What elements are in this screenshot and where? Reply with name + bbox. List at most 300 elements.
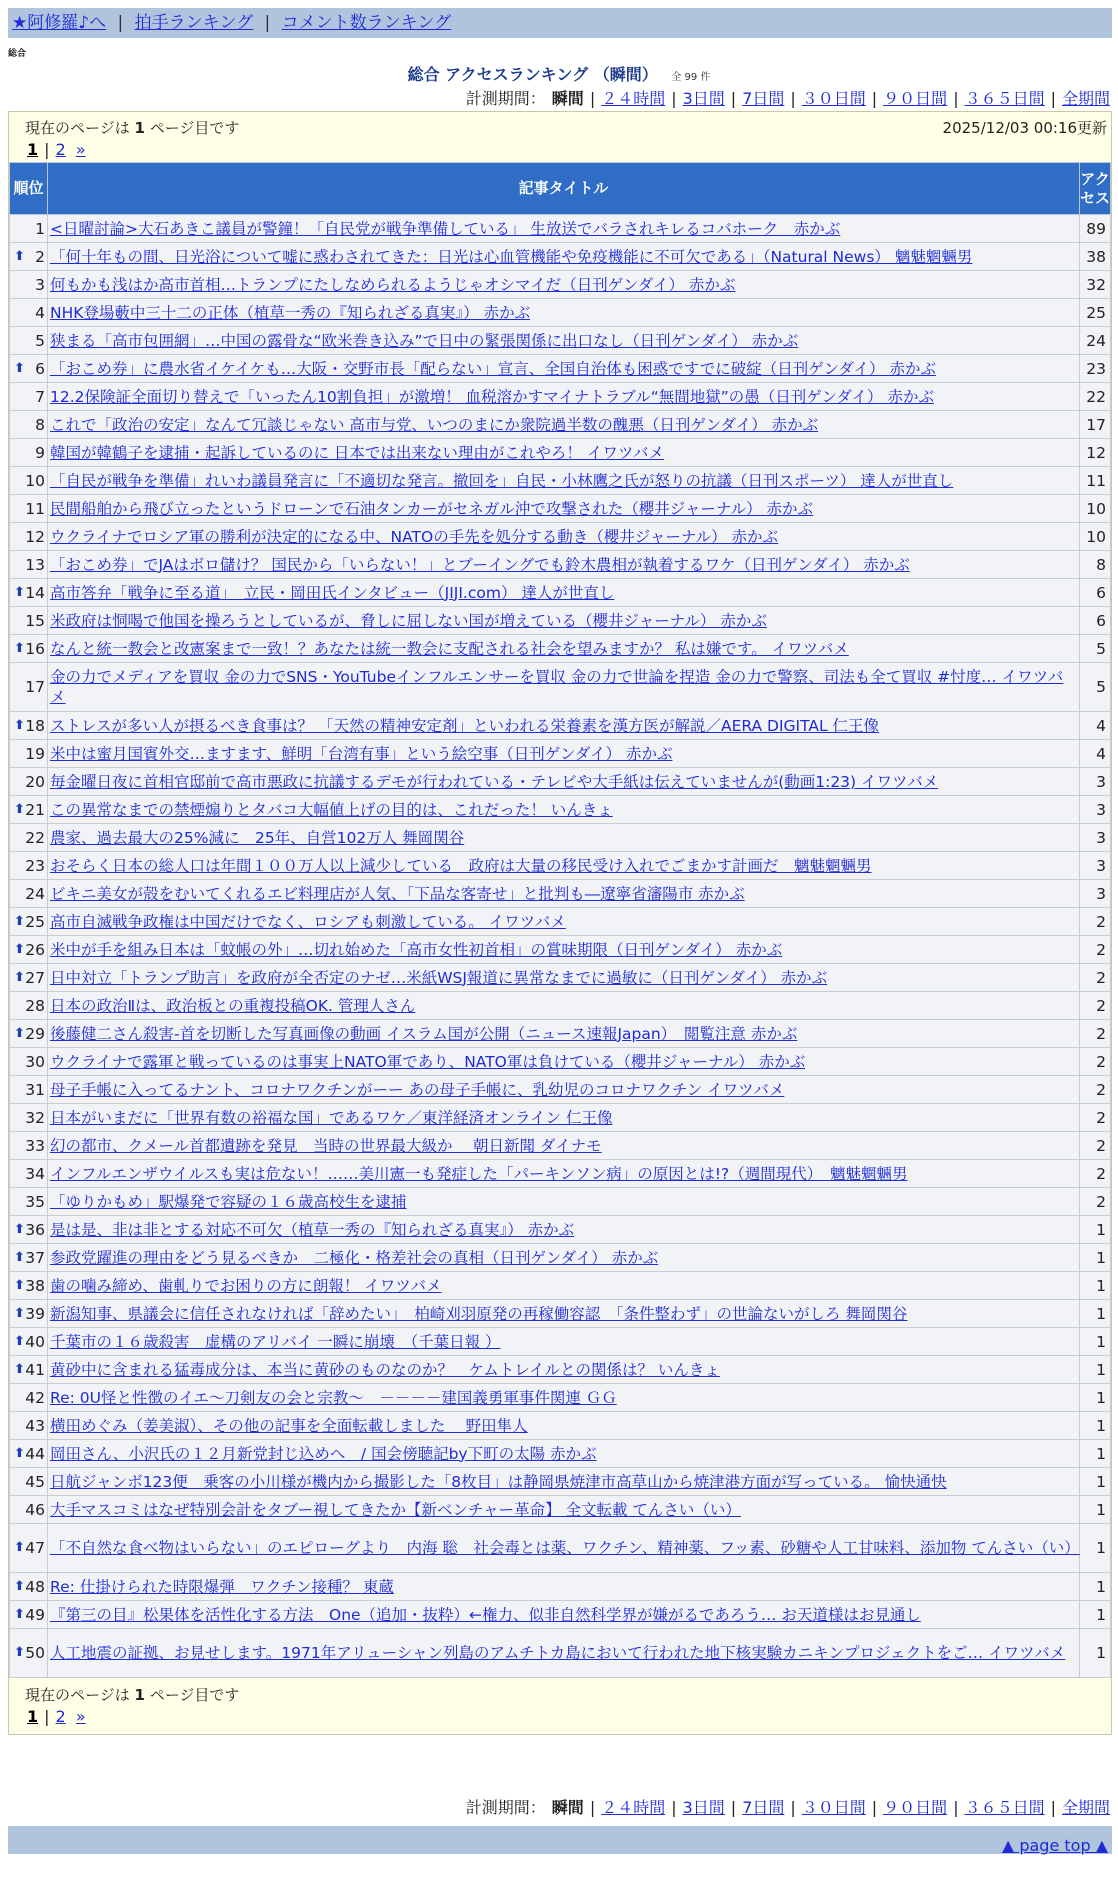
table-row [10, 1412, 1111, 1440]
rank-number: 27 [25, 968, 45, 987]
access-count: 6 [1080, 579, 1111, 607]
title-cell [48, 299, 1080, 327]
rank-number: 34 [25, 1164, 45, 1183]
table-row [10, 1384, 1111, 1412]
pager-next-arrow[interactable]: » [75, 140, 86, 159]
article-link[interactable]: 日航ジャンボ123便 乗客の小川様が機内から撮影した「8枚目」は静岡県焼津市高草山から焼津港方面が写っている。 愉快通快 [50, 1472, 947, 1491]
rank-number: 12 [25, 527, 45, 546]
access-count: 1 [1080, 1629, 1111, 1678]
rank-cell [10, 1496, 48, 1524]
table-row [10, 740, 1111, 768]
period-link[interactable]: 7日間 [742, 1798, 785, 1817]
rank-number: 13 [25, 555, 45, 574]
rank-cell [10, 271, 48, 299]
access-count: 3 [1080, 852, 1111, 880]
period-separator: | [871, 89, 878, 108]
access-count: 1 [1080, 1272, 1111, 1300]
rank-number: 41 [25, 1360, 45, 1379]
article-link[interactable]: ストレスが多い人が摂るべき食事は？ 「天然の精神安定剤」といわれる栄養素を漢方医が解説／AERA DIGITAL 仁王像 [50, 716, 880, 735]
access-count: 1 [1080, 1524, 1111, 1573]
table-row [10, 1020, 1111, 1048]
rank-up-arrow-icon: ⬆ [14, 1606, 25, 1622]
access-count: 3 [1080, 796, 1111, 824]
period-label: 計測期間： [465, 89, 546, 108]
article-link[interactable]: 幻の都市、クメール首都遺跡を発見 当時の世界最大級か 朝日新聞 ダイナモ [50, 1136, 602, 1155]
title-cell [48, 1048, 1080, 1076]
access-count: 2 [1080, 1188, 1111, 1216]
title-cell [48, 271, 1080, 299]
table-row [10, 964, 1111, 992]
rank-up-arrow-icon: ⬆ [14, 1445, 25, 1461]
title-cell [48, 936, 1080, 964]
table-row [10, 936, 1111, 964]
title-cell [48, 1468, 1080, 1496]
rank-cell [10, 607, 48, 635]
title-cell [48, 551, 1080, 579]
article-link[interactable]: 「不自然な食べ物はいらない」のエピローグより 内海 聡 社会毒とは薬、ワクチン、精神薬、フッ素、砂糖や人工甘味料、添加物 てんさい（い） [50, 1539, 1080, 1557]
article-link[interactable]: Re: 0U怪と性徴のイエ～刀剣友の会と宗教～ －－－－建国義勇軍事件関連 ＧＧ [50, 1388, 617, 1407]
pager-page-1[interactable]: 1 [27, 140, 39, 159]
article-link[interactable]: 高市自滅戦争政権は中国だけでなく、ロシアも刺激している。 イワツバメ [50, 912, 566, 931]
rank-cell [10, 663, 48, 712]
pager-separator: | [44, 140, 50, 159]
article-link[interactable]: ビキニ美女が殻をむいてくれるエビ料理店が人気、「下品な客寄せ」と批判も―遼寧省瀋陽市 赤かぶ [50, 884, 745, 903]
table-row [10, 1468, 1111, 1496]
page-info-bottom [9, 1678, 1111, 1734]
rank-cell [10, 768, 48, 796]
article-link[interactable]: インフルエンザウイルスも実は危ない！……美川憲一も発症した「パーキンソン病」の原因とは!?（週間現代） 魑魅魍魎男 [50, 1164, 908, 1183]
rank-up-arrow-icon: ⬆ [14, 1361, 25, 1377]
rank-cell [10, 1300, 48, 1328]
rank-number: 6 [35, 359, 45, 378]
article-link[interactable]: 米中は蜜月国賓外交…ますます、鮮明「台湾有事」という絵空事（日刊ゲンダイ） 赤かぶ [50, 744, 673, 763]
page-top-link[interactable]: ▲ page top ▲ [1001, 1836, 1108, 1855]
table-row [10, 712, 1111, 740]
rank-up-arrow-icon: ⬆ [14, 1305, 25, 1321]
rank-cell [10, 992, 48, 1020]
article-link[interactable]: NHK登場藪中三十二の正体（植草一秀の『知られざる真実』） 赤かぶ [50, 303, 531, 322]
rank-cell [10, 1384, 48, 1412]
period-link[interactable]: ９０日間 [883, 89, 948, 108]
rank-cell [10, 215, 48, 243]
rank-cell [10, 355, 48, 383]
period-link[interactable]: ３６５日間 [964, 89, 1045, 108]
table-row [10, 243, 1111, 271]
article-link[interactable]: おそらく日本の総人口は年間１００万人以上減少している 政府は大量の移民受け入れでごまかす計画だ 魑魅魍魎男 [50, 856, 872, 875]
title-cell [48, 1328, 1080, 1356]
title-cell [48, 1384, 1080, 1412]
period-link[interactable]: 3日間 [682, 1798, 725, 1817]
article-link[interactable]: 「おこめ券」でJAはボロ儲け？ 国民から「いらない！」とブーイングでも鈴木農相が執着するワケ（日刊ゲンダイ） 赤かぶ [50, 555, 910, 574]
title-cell [48, 1524, 1080, 1573]
rank-cell [10, 1356, 48, 1384]
rank-number: 1 [35, 219, 45, 238]
period-separator: | [790, 1798, 796, 1817]
title-cell [48, 796, 1080, 824]
period-separator: | [671, 1798, 677, 1817]
rank-number: 42 [25, 1388, 45, 1407]
rank-number: 21 [25, 800, 45, 819]
article-link[interactable]: 是は是、非は非とする対応不可欠（植草一秀の『知られざる真実』） 赤かぶ [50, 1220, 575, 1239]
table-row [10, 1104, 1111, 1132]
rank-cell [10, 1272, 48, 1300]
access-count: 11 [1080, 467, 1111, 495]
rank-number: 14 [25, 583, 45, 602]
period-link[interactable]: 全期間 [1061, 89, 1110, 108]
article-link[interactable]: 日本がいまだに「世界有数の裕福な国」であるワケ／東洋経済オンライン 仁王像 [50, 1108, 613, 1127]
period-link[interactable]: ９０日間 [883, 1798, 948, 1817]
period-link[interactable]: 3日間 [682, 89, 725, 108]
article-link[interactable]: 岡田さん、小沢氏の１２月新党封じ込めへ / 国会傍聴記by下町の太陽 赤かぶ [50, 1444, 597, 1463]
period-separator: | [1050, 1798, 1056, 1817]
header-access: アクセス [1080, 163, 1111, 215]
table-row [10, 1216, 1111, 1244]
rank-up-arrow-icon: ⬆ [14, 1578, 25, 1594]
access-count: 2 [1080, 1076, 1111, 1104]
article-link[interactable]: 参政党躍進の理由をどう見るべきか 二極化・格差社会の真相（日刊ゲンダイ） 赤かぶ [50, 1248, 659, 1267]
rank-number: 50 [25, 1644, 45, 1662]
title-cell [48, 908, 1080, 936]
title-cell [48, 635, 1080, 663]
rank-up-arrow-icon: ⬆ [14, 1249, 25, 1265]
period-link[interactable]: 7日間 [742, 89, 785, 108]
rank-number: 47 [25, 1539, 45, 1557]
access-count: 3 [1080, 880, 1111, 908]
page-info-suffix: ページ目です [144, 1686, 240, 1704]
period-link[interactable]: ２４時間 [601, 89, 666, 108]
rank-number: 29 [25, 1024, 45, 1043]
rank-up-arrow-icon: ⬆ [14, 248, 25, 264]
total-count: 全 99 件 [671, 72, 711, 83]
access-count: 6 [1080, 607, 1111, 635]
table-row [10, 1244, 1111, 1272]
title-cell [48, 1496, 1080, 1524]
rank-cell [10, 1412, 48, 1440]
page-info-prefix: 現在のページは [25, 119, 135, 137]
table-row [10, 908, 1111, 936]
rank-cell [10, 467, 48, 495]
rank-up-arrow-icon: ⬆ [14, 584, 25, 600]
access-count: 1 [1080, 1601, 1111, 1629]
article-link[interactable]: 何もかも浅はか高市首相…トランプにたしなめられるようじゃオシマイだ（日刊ゲンダイ） 赤かぶ [50, 275, 736, 294]
table-row [10, 327, 1111, 355]
table-row [10, 1629, 1111, 1678]
clap-ranking-link[interactable]: 拍手ランキング [134, 13, 254, 33]
article-link[interactable]: 『第三の目』松果体を活性化する方法 One（追加・抜粋）←権力、似非自然科学界が嫌がるであろう… お天道様はお見通し [50, 1605, 921, 1624]
table-row [10, 495, 1111, 523]
access-count: 1 [1080, 1216, 1111, 1244]
ranking-board [8, 111, 1112, 1735]
rank-number: 26 [25, 940, 45, 959]
rank-up-arrow-icon: ⬆ [14, 360, 25, 376]
period-link[interactable]: ２４時間 [601, 1798, 666, 1817]
article-link[interactable]: これで「政治の安定」なんて冗談じゃない 高市与党、いつのまにか衆院過半数の醜悪（日刊ゲンダイ） 赤かぶ [50, 415, 819, 434]
rank-up-arrow-icon: ⬆ [14, 640, 25, 656]
access-count: 1 [1080, 1496, 1111, 1524]
table-row [10, 768, 1111, 796]
table-row [10, 215, 1111, 243]
rank-cell [10, 712, 48, 740]
page-info-number: 1 [134, 1686, 145, 1704]
rank-up-arrow-icon: ⬆ [14, 717, 25, 733]
rank-number: 4 [35, 303, 45, 322]
rank-cell [10, 383, 48, 411]
rank-cell [10, 551, 48, 579]
comment-ranking-link[interactable]: コメント数ランキング [281, 13, 452, 33]
rank-up-arrow-icon: ⬆ [14, 1645, 25, 1660]
article-link[interactable]: 「おこめ券」に農水省イケイケも…大阪・交野市長「配らない」宣言、全国自治体も困惑ですでに破綻（日刊ゲンダイ） 赤かぶ [50, 359, 936, 378]
period-link[interactable]: ３６５日間 [964, 1798, 1045, 1817]
title-cell [48, 1356, 1080, 1384]
rank-number: 18 [25, 716, 45, 735]
rank-number: 7 [35, 387, 45, 406]
article-link[interactable]: Re: 仕掛けられた時限爆弾 ワクチン接種？ 東蔵 [50, 1577, 394, 1596]
access-count: 38 [1080, 243, 1111, 271]
article-link[interactable]: 歯の噛み締め、歯軋りでお困りの方に朗報！ イワツバメ [50, 1276, 442, 1295]
rank-cell [10, 796, 48, 824]
page-info-top [9, 112, 1111, 162]
rank-cell [10, 1160, 48, 1188]
title-cell [48, 495, 1080, 523]
title-cell [48, 607, 1080, 635]
period-link[interactable]: ３０日間 [801, 1798, 866, 1817]
rank-number: 43 [25, 1416, 45, 1435]
rank-cell [10, 439, 48, 467]
period-separator: | [589, 1798, 596, 1817]
article-link[interactable]: 農家、過去最大の25%減に 25年、自営102万人 舞岡関谷 [50, 828, 465, 847]
rank-number: 8 [35, 415, 45, 434]
article-link[interactable]: 新潟知事、県議会に信任されなければ「辞めたい」 柏崎刈羽原発の再稼働容認 「条件整わず」の世論ないがしろ 舞岡関谷 [50, 1304, 908, 1323]
rank-up-arrow-icon: ⬆ [14, 1277, 25, 1293]
period-separator: | [671, 89, 677, 108]
title-cell [48, 1412, 1080, 1440]
rank-number: 11 [25, 499, 45, 518]
rank-number: 28 [25, 996, 45, 1015]
table-row [10, 1048, 1111, 1076]
rank-number: 33 [25, 1136, 45, 1155]
rank-number: 46 [25, 1500, 45, 1519]
access-count: 32 [1080, 271, 1111, 299]
category-label: 総合 [8, 49, 27, 59]
period-separator: | [790, 89, 796, 108]
table-row [10, 411, 1111, 439]
article-link[interactable]: 千葉市の１６歳殺害 虚構のアリバイ 一瞬に崩壊 （千葉日報 ） [50, 1332, 501, 1351]
table-row [10, 1188, 1111, 1216]
rank-number: 3 [35, 275, 45, 294]
table-row [10, 992, 1111, 1020]
table-row [10, 355, 1111, 383]
rank-number: 22 [25, 828, 45, 847]
access-count: 1 [1080, 1440, 1111, 1468]
page-info-prefix: 現在のページは [25, 1686, 135, 1704]
access-count: 1 [1080, 1328, 1111, 1356]
title-cell [48, 1020, 1080, 1048]
title-cell [48, 740, 1080, 768]
access-count: 1 [1080, 1384, 1111, 1412]
pager-next-arrow[interactable]: » [75, 1707, 86, 1726]
access-count: 25 [1080, 299, 1111, 327]
period-separator: | [589, 89, 596, 108]
article-link[interactable]: 韓国が韓鶴子を逮捕・起訴しているのに 日本では出来ない理由がこれやろ！ イワツバメ [50, 443, 665, 462]
article-link[interactable]: 12.2保険証全面切り替えで「いったん10割負担」が激増！ 血税溶かすマイナトラブル“無間地獄”の愚（日刊ゲンダイ） 赤かぶ [50, 387, 934, 406]
rank-up-arrow-icon: ⬆ [14, 1333, 25, 1349]
access-count: 4 [1080, 712, 1111, 740]
access-count: 1 [1080, 1412, 1111, 1440]
rank-up-arrow-icon: ⬆ [14, 1221, 25, 1237]
title-cell [48, 1244, 1080, 1272]
table-row [10, 1440, 1111, 1468]
access-count: 8 [1080, 551, 1111, 579]
access-count: 3 [1080, 824, 1111, 852]
period-separator: | [871, 1798, 878, 1817]
article-link[interactable]: 狭まる「高市包囲網」…中国の露骨な“欧米巻き込み”で日中の緊張関係に出口なし（日刊ゲンダイ） 赤かぶ [50, 331, 799, 350]
period-current: 瞬間 [551, 89, 584, 108]
table-row [10, 796, 1111, 824]
access-count: 10 [1080, 495, 1111, 523]
title-cell [48, 1601, 1080, 1629]
period-link[interactable]: 全期間 [1061, 1798, 1110, 1817]
current-page-text [25, 117, 239, 138]
page-info-number: 1 [134, 119, 145, 137]
page-title [0, 62, 1118, 85]
rank-cell [10, 1629, 48, 1678]
rank-cell [10, 495, 48, 523]
title-cell [48, 1188, 1080, 1216]
rank-number: 38 [25, 1276, 45, 1295]
article-link[interactable]: 「ゆりかもめ」駅爆発で容疑の１６歳高校生を逮捕 [50, 1192, 407, 1211]
access-count: 2 [1080, 1104, 1111, 1132]
current-page-text [25, 1684, 239, 1705]
access-count: 24 [1080, 327, 1111, 355]
access-count: 1 [1080, 1468, 1111, 1496]
rank-cell [10, 635, 48, 663]
article-link[interactable]: ウクライナで露軍と戦っているのは事実上NATO軍であり、NATO軍は負けている（櫻井ジャーナル） 赤かぶ [50, 1052, 806, 1071]
nav-separator: | [117, 13, 124, 33]
pager-page-2[interactable]: 2 [55, 1707, 66, 1726]
title-cell [48, 215, 1080, 243]
pager-top [27, 140, 86, 159]
pager-page-2[interactable]: 2 [55, 140, 66, 159]
table-row [10, 1573, 1111, 1601]
rank-cell [10, 1132, 48, 1160]
table-row [10, 1496, 1111, 1524]
period-selector-bottom [466, 1795, 1110, 1818]
period-separator: | [730, 1798, 737, 1817]
article-link[interactable]: 人工地震の証拠、お見せします。1971年アリューシャン列島のアムチトカ島において行われた地下核実験カニキンプロジェクトをご… イワツバメ [50, 1644, 1066, 1662]
article-link[interactable]: 日中対立「トランプ助言」を政府が全否定のナゼ…米紙WSJ報道に異常なまでに過敏に（日刊ゲンダイ） 赤かぶ [50, 968, 828, 987]
rank-cell [10, 824, 48, 852]
rank-number: 44 [25, 1444, 45, 1463]
article-link[interactable]: 日本の政治Ⅱは、政治板との重複投稿OK. 管理人さん [50, 996, 416, 1015]
table-row [10, 1160, 1111, 1188]
table-row [10, 1076, 1111, 1104]
title-cell [48, 852, 1080, 880]
article-link[interactable]: 米中が手を組み日本は「蚊帳の外」…切れ始めた「高市女性初首相」の賞味期限（日刊ゲンダイ） 赤かぶ [50, 940, 783, 959]
access-count: 3 [1080, 768, 1111, 796]
table-row [10, 523, 1111, 551]
article-link[interactable]: 黄砂中に含まれる猛毒成分は、本当に黄砂のものなのか？ ケムトレイルとの関係は？ いんきょ [50, 1360, 720, 1379]
article-link[interactable]: なんと統一教会と改憲案まで一致！？あなたは統一教会に支配される社会を望みますか？ 私は嫌です。 イワツバメ [50, 639, 849, 658]
rank-number: 10 [25, 471, 45, 490]
pager-bottom [27, 1707, 86, 1726]
title-cell [48, 1160, 1080, 1188]
article-link[interactable]: 米政府は恫喝で他国を操ろうとしているが、脅しに屈しない国が増えている（櫻井ジャーナル） 赤かぶ [50, 611, 767, 630]
rank-cell [10, 1573, 48, 1601]
rank-cell [10, 1048, 48, 1076]
title-cell [48, 1076, 1080, 1104]
rank-cell [10, 299, 48, 327]
article-link[interactable]: 高市答弁「戦争に至る道」 立民・岡田氏インタビュー（JIJI.com） 達人が世直し [50, 583, 615, 602]
title-cell [48, 467, 1080, 495]
rank-cell [10, 740, 48, 768]
article-link[interactable]: この異常なまでの禁煙煽りとタバコ大幅値上げの目的は、これだった！ いんきょ [50, 800, 613, 819]
table-row [10, 852, 1111, 880]
rank-cell [10, 964, 48, 992]
table-row [10, 551, 1111, 579]
rank-number: 25 [25, 912, 45, 931]
rank-number: 23 [25, 856, 45, 875]
rank-cell [10, 1244, 48, 1272]
article-link[interactable]: 金の力でメディアを買収 金の力でSNS・YouTubeインフルエンサーを買収 金の力で世論を捏造 金の力で警察、司法も全て買収 #忖度… イワツバメ [50, 668, 1064, 706]
access-count: 2 [1080, 964, 1111, 992]
pager-separator: | [44, 1707, 50, 1726]
rank-cell [10, 1020, 48, 1048]
rank-number: 2 [35, 247, 45, 266]
rank-number: 19 [25, 744, 45, 763]
article-link[interactable]: 後藤健二さん殺害-首を切断した写真画像の動画 イスラム国が公開（ニュース速報Japan） 閲覧注意 赤かぶ [50, 1024, 798, 1043]
period-label: 計測期間： [465, 1798, 546, 1817]
access-count: 2 [1080, 908, 1111, 936]
ranking-rows [10, 215, 1111, 1678]
title-cell [48, 768, 1080, 796]
rank-cell [10, 908, 48, 936]
article-link[interactable]: 「自民が戦争を準備」れいわ議員発言に「不適切な発言。撤回を」自民・小林鷹之氏が怒りの抗議（日刊スポーツ） 達人が世直し [50, 471, 954, 490]
home-link[interactable]: ★阿修羅♪へ [12, 13, 107, 33]
article-link[interactable]: 大手マスコミはなぜ特別会計をタブー視してきたか【新ベンチャー革命】 全文転載 てんさい（い） [50, 1500, 741, 1519]
ranking-title: 総合 アクセスランキング （瞬間） [407, 65, 658, 84]
article-link[interactable]: <日曜討論>大石あきこ議員が警鐘！「自民党が戦争準備している」 生放送でバラされキレるコバホーク 赤かぶ [50, 219, 841, 238]
period-link[interactable]: ３０日間 [801, 89, 866, 108]
table-row [10, 1356, 1111, 1384]
table-row [10, 383, 1111, 411]
article-link[interactable]: 毎金曜日夜に首相官邸前で高市悪政に抗議するデモが行われている・テレビや大手紙は伝えていませんが(動画1:23) イワツバメ [50, 772, 939, 791]
rank-cell [10, 1104, 48, 1132]
rank-number: 45 [25, 1472, 45, 1491]
access-count: 1 [1080, 1244, 1111, 1272]
rank-number: 35 [25, 1192, 45, 1211]
title-cell [48, 1300, 1080, 1328]
rank-number: 24 [25, 884, 45, 903]
rank-number: 15 [25, 611, 45, 630]
article-link[interactable]: ウクライナでロシア軍の勝利が決定的になる中、NATOの手先を処分する動き（櫻井ジャーナル） 赤かぶ [50, 527, 779, 546]
rank-number: 9 [35, 443, 45, 462]
period-separator: | [953, 1798, 959, 1817]
article-link[interactable]: 横田めぐみ（姜美淑）、その他の記事を全面転載しました 野田隼人 [50, 1416, 528, 1435]
rank-cell [10, 1216, 48, 1244]
article-link[interactable]: 「何十年もの間、日光浴について嘘に惑わされてきた：日光は心血管機能や免疫機能に不可欠である」（Natural News） 魑魅魍魎男 [50, 247, 973, 266]
article-link[interactable]: 民間船舶から飛び立ったというドローンで石油タンカーがセネガル沖で攻撃された（櫻井ジャーナル） 赤かぶ [50, 499, 814, 518]
title-cell [48, 327, 1080, 355]
title-cell [48, 523, 1080, 551]
pager-page-1[interactable]: 1 [27, 1707, 39, 1726]
article-link[interactable]: 母子手帳に入ってるナント、コロナワクチンがーー あの母子手帳に、乳幼児のコロナワクチン イワツバメ [50, 1080, 785, 1099]
rank-number: 5 [35, 331, 45, 350]
title-cell [48, 579, 1080, 607]
access-count: 1 [1080, 1356, 1111, 1384]
table-row [10, 1328, 1111, 1356]
rank-cell [10, 936, 48, 964]
title-cell [48, 411, 1080, 439]
